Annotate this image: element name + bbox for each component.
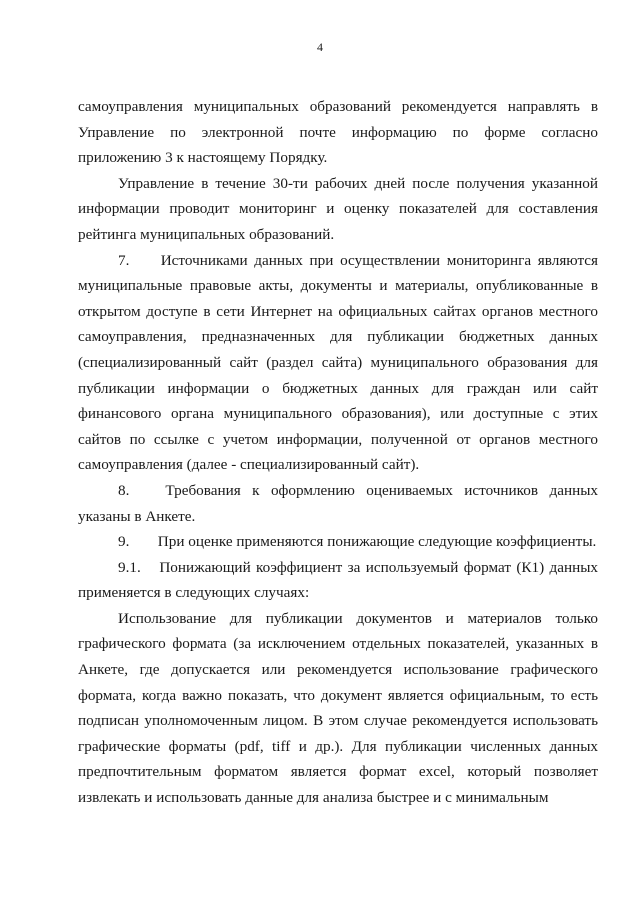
paragraph-management: Управление в течение 30-ти рабочих дней после получения указанной информации проводит мониторинг и оценку показателей для составления рейтинга муниципальных образований. xyxy=(78,174,598,243)
paragraph-7 xyxy=(78,248,598,478)
paragraph-text: Понижающий коэффициент за используемый формат (К1) данных применяется в следующих случаях: xyxy=(78,558,599,602)
paragraph-continued: самоуправления муниципальных образований рекомендуется направлять в Управление по электронной почте информацию по форме согласно приложению 3 к настоящему Порядку. xyxy=(78,98,598,167)
paragraph-number: 9.1. xyxy=(118,558,141,576)
document-body xyxy=(78,94,598,811)
paragraph-text: При оценке применяются понижающие следующие коэффициенты. xyxy=(157,533,597,551)
paragraph-text: Требования к оформлению оцениваемых источников данных указаны в Анкете. xyxy=(78,481,598,525)
paragraph-number: 9. xyxy=(118,533,130,551)
paragraph-text: Источниками данных при осуществлении мониторинга являются муниципальные правовые акты, документы и материалы, опубликованные в открытом доступе в сети Интернет на официальных сайтах органов местного самоуправления, предназначенных для публикации бюджетных данных (специализированный сайт (раздел сайта) муниципального образования для публикации информации о бюджетных данных для граждан или сайт финансового органа муниципального образования), или доступные с этих сайтов по ссылке с учетом информации, полученной от органов местного самоуправления (далее - специализированный сайт). xyxy=(78,251,598,474)
page-number: 4 xyxy=(317,40,323,54)
paragraph-9-1 xyxy=(78,555,598,606)
paragraph-8 xyxy=(78,478,598,529)
paragraph-number: 8. xyxy=(118,481,130,499)
paragraph-9 xyxy=(78,529,598,555)
paragraph-usage: Использование для публикации документов и материалов только графического формата (за исключением отдельных показателей, указанных в Анкете, где допускается или рекомендуется использование графического формата, когда важно показать, что документ является официальным, то есть подписан уполномоченным лицом. В этом случае рекомендуется использовать графические форматы (pdf, tiff и др.). Для публикации численных данных предпочтительным форматом является формат excel, который позволяет извлекать и использовать данные для анализа быстрее и с минимальным xyxy=(78,609,598,807)
paragraph-number: 7. xyxy=(118,251,130,269)
